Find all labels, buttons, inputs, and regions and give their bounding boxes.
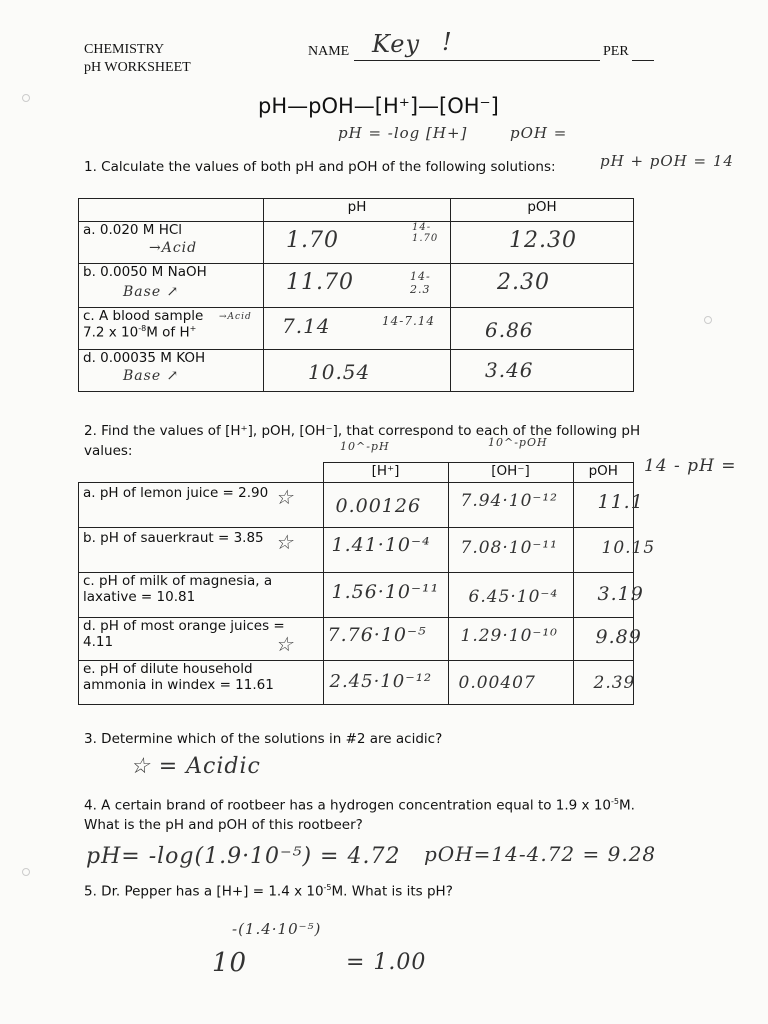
table-row [79,661,634,705]
table-row [79,618,634,661]
name-line [354,60,600,61]
q2-row-a-oh: 7.94·10⁻¹² [448,483,573,528]
q4-answer-poh: pOH=14-4.72 = 9.28 [424,842,657,866]
name-value: Key [372,30,421,58]
q2-row-b-label: b. pH of sauerkraut = 3.85 ☆ [79,528,324,573]
course-label: CHEMISTRY [84,42,165,57]
q1-table [78,198,634,392]
q1-row-a-middle: 14-1.70 [412,222,439,244]
q1-row-c-ph: 7.14 14-7.14 [264,308,451,350]
q1-row-d-poh: 3.46 [451,350,634,392]
q1-row-c-label: c. A blood sample 7.2 x $10^{-8}M$ of H+ →Acid [79,308,264,350]
table-row [79,483,634,528]
page-title: pH—pOH—[H⁺]—[OH⁻] [258,94,499,118]
q3-answer: ☆ = Acidic [130,754,261,779]
q1-row-a-note: →Acid [149,240,198,256]
q1-header-ph: pH [264,199,451,222]
q1-row-c-middle: 14-7.14 [382,314,436,328]
q2-row-a-label: a. pH of lemon juice = 2.90 ☆ [79,483,324,528]
scan-speck [704,316,712,324]
q1-row-c-poh: 6.86 [451,308,634,350]
q1-row-a-label: a. 0.020 M HCl →Acid [79,222,264,264]
q1-row-a-ph: 1.70 14-1.70 [264,222,451,264]
q2-row-c-poh: 3.19 [573,573,634,618]
q2-row-b-h: 1.41·10⁻⁴ [323,528,448,573]
table-row [79,308,634,350]
q2-row-d-poh: 9.89 [573,618,634,661]
q1-row-b-poh: 2.30 [451,264,634,308]
q2-table [78,462,656,705]
q1-row-d-ph: 10.54 [264,350,451,392]
q1-row-d-label: d. 0.00035 M KOH Base ↗ [79,350,264,392]
q5-prompt: 5. Dr. Pepper has a [H+] = 1.4 x $10^{-5}M$. What is its pH? [84,883,453,900]
q2-row-b-poh: 10.15 [573,528,634,573]
q5-answer-exponent: -(1.4·10⁻⁵) [232,920,322,938]
table-row [79,264,634,308]
q2-row-d-h: 7.76·10⁻⁵ [323,618,448,661]
q2-row-c-h: 1.56·10⁻¹¹ [323,573,448,618]
q1-row-b-ph: 11.70 14-2.3 [264,264,451,308]
ph-formula-note: pH = -log [H+] [338,124,468,142]
scan-speck [22,94,30,102]
q1-prompt: 1. Calculate the values of both pH and pOH of the following solutions: [84,159,556,175]
q5-answer-base: 10 [212,948,248,978]
q2-row-a-h: 0.00126 [323,483,448,528]
name-mark: ! [442,28,453,56]
q2-prompt-line2: values: [84,443,133,459]
q1-row-b-label: b. 0.0050 M NaOH Base ↗ [79,264,264,308]
q2-row-c-oh: 6.45·10⁻⁴ [448,573,573,618]
worksheet-subtitle: pH WORKSHEET [84,60,191,75]
q4-prompt-line1: 4. A certain brand of rootbeer has a hydrogen concentration equal to 1.9 x $10^{-5}M$. [84,797,635,814]
period-label: PER [603,44,629,59]
table-row [79,528,634,573]
q4-answer-ph: pH= -log(1.9·10⁻⁵) = 4.72 [86,844,401,869]
q5-answer-result: = 1.00 [346,950,427,975]
q1-row-d-note: Base ↗ [123,368,180,384]
q1-row-b-middle: 14-2.3 [410,270,431,296]
q2-row-d-label: d. pH of most orange juices = 4.11 ☆ [79,618,324,661]
table-row [79,573,634,618]
star-icon: ☆ [275,632,294,656]
q2-row-b-oh: 7.08·10⁻¹¹ [448,528,573,573]
q3-prompt: 3. Determine which of the solutions in #2 are acidic? [84,731,443,747]
q2-row-d-oh: 1.29·10⁻¹⁰ [448,618,573,661]
sum-rule-note: pH + pOH = 14 [600,152,734,170]
q2-header-h: [H⁺] [323,463,448,483]
star-icon: ☆ [275,530,294,554]
q2-row-e-poh: 2.39 [573,661,634,705]
table-row [79,222,634,264]
q1-row-a-poh: 12.30 [451,222,634,264]
sub-rule-note: 14 - pH = [644,456,737,476]
q1-header-blank [79,199,264,222]
q1-row-c-note: →Acid [219,312,252,322]
scan-speck [22,868,30,876]
star-icon: ☆ [275,485,294,509]
q2-row-e-h: 2.45·10⁻¹² [323,661,448,705]
q2-row-e-label: e. pH of dilute household ammonia in windex = 11.61 [79,661,324,705]
q4-prompt-line2: What is the pH and pOH of this rootbeer? [84,817,363,833]
q2-prompt-line1: 2. Find the values of [H⁺], pOH, [OH⁻], that correspond to each of the following pH [84,423,641,439]
poh-formula-note: pOH = [510,124,568,142]
q2-header-oh: [OH⁻] [448,463,573,483]
period-line [632,60,654,61]
q1-header-poh: pOH [451,199,634,222]
q2-oh-col-note: 10^-pOH [488,436,548,449]
q2-header-poh: pOH [573,463,634,483]
q2-row-e-oh: 0.00407 [448,661,573,705]
q2-h-col-note: 10^-pH [340,440,390,453]
q2-row-a-poh: 11.1 [573,483,634,528]
q1-row-b-note: Base ↗ [123,284,180,300]
table-row [79,350,634,392]
name-label: NAME [308,44,350,59]
q2-header-blank [79,463,324,483]
q2-row-c-label: c. pH of milk of magnesia, a laxative = 10.81 [79,573,324,618]
